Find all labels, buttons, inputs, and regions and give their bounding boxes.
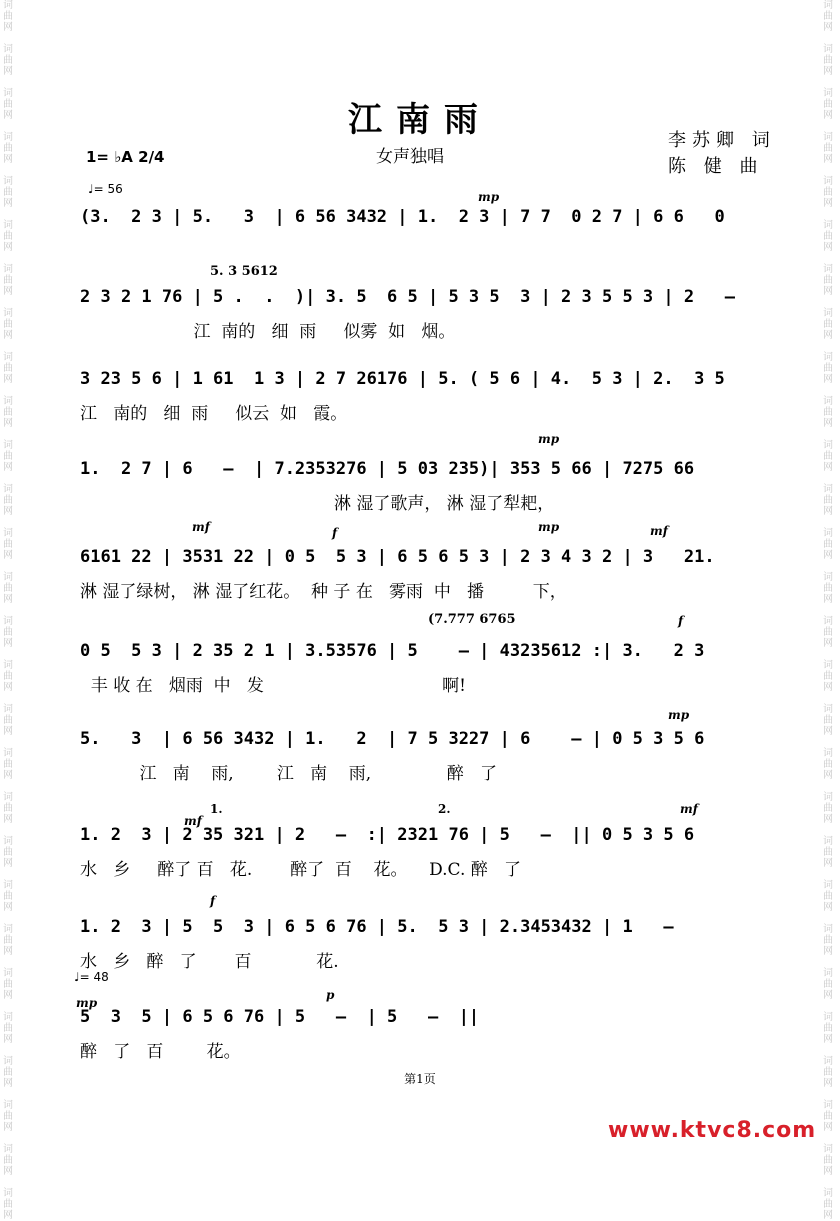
lyrics-line: 水 乡 醉了 百 花. 醉了 百 花。 D.C. 醉 了 xyxy=(80,860,521,880)
notes-line: 3 23 5 6 | 1 61 1 3 | 2 7 26176 | 5. ( 5 6 | 4. 5 3 | 2. 3 5 xyxy=(80,369,725,389)
score-system-9 xyxy=(80,894,780,976)
composer: 陈 健 曲 xyxy=(668,156,764,177)
notes-line: 5. 3 | 6 56 3432 | 1. 2 | 7 5 3227 | 6 – | 0 5 3 5 6 xyxy=(80,729,705,749)
dynamic-mf: mf xyxy=(680,802,698,816)
notes-line: 5 3 5 | 6 5 6 76 | 5 – | 5 – || xyxy=(80,1007,480,1027)
lyrics-line: 江 南 雨, 江 南 雨, 醉 了 xyxy=(80,764,497,784)
song-title: 江南雨 xyxy=(348,100,492,140)
lyricist: 李苏卿 词 xyxy=(668,130,776,151)
dynamic-mf: mf xyxy=(184,814,202,828)
dynamic-f: f xyxy=(332,526,338,540)
lyrics-line: 水 乡 醉 了 百 花. xyxy=(80,952,339,972)
watermark-right: 词 曲 网 词 曲 网 词 曲 网 词 曲 网 词 曲 网 词 曲 网 词 曲 网 词 曲 网 词 曲 网 词 曲 网 词 曲 网 词 曲 网 词 曲 网 词 曲 网 词 曲 网 词 曲 网 词 曲 网 词 曲 网 词 曲 网 词 曲 网 词 曲 网 词 曲 网 词 曲 网 词 曲 网 词 曲 网 词 曲 网 词 曲 网 词 曲 网 xyxy=(823,0,833,1221)
notes-line: 1. 2 3 | 5 5 3 | 6 5 6 76 | 5. 5 3 | 2.3453432 | 1 – xyxy=(80,917,674,937)
ossia-notes: (7.777 6765 xyxy=(428,612,516,627)
notes-line: (3. 2 3 | 5. 3 | 6 56 3432 | 1. 2 3 | 7 7 0 2 7 | 6 6 0 xyxy=(80,207,725,227)
score-system-5 xyxy=(80,520,780,606)
volta-2: 2. xyxy=(438,802,451,816)
score-system-2 xyxy=(80,264,780,346)
lyrics-line: 丰 收 在 烟雨 中 发 啊! xyxy=(80,676,467,696)
dynamic-mp: mp xyxy=(478,190,500,204)
dynamic-mf: mf xyxy=(650,524,668,538)
lyrics-line: 醉 了 百 花。 xyxy=(80,1042,241,1062)
notes-line: 2 3 2 1 76 | 5 . . )| 3. 5 6 5 | 5 3 5 3 | 2 3 5 5 3 | 2 – xyxy=(80,287,736,307)
page-number: 第1页 xyxy=(404,1072,436,1086)
lyrics-line: 江 南的 细 雨 似雾 如 烟。 xyxy=(80,322,456,342)
score-system-1 xyxy=(80,190,780,266)
score-system-10 xyxy=(76,988,780,1066)
notes-line: 0 5 5 3 | 2 35 2 1 | 3.53576 | 5 – | 43235612 :| 3. 2 3 xyxy=(80,641,705,661)
dynamic-mf: mf xyxy=(192,520,210,534)
lyrics-line: 淋 湿了绿树， 淋 湿了红花。 种 子 在 雾雨 中 播 下， xyxy=(80,582,567,602)
ossia-notes: 5. 3 5612 xyxy=(210,264,278,279)
lyrics-line xyxy=(80,240,780,264)
dynamic-p: p xyxy=(326,988,335,1002)
notes-line: 1. 2 3 | 2 35 321 | 2 – :| 2321 76 | 5 – || 0 5 3 5 6 xyxy=(80,825,695,845)
lyrics-line: 江 南的 细 雨 似云 如 霞。 xyxy=(80,404,348,424)
dynamic-mp: mp xyxy=(538,520,560,534)
song-subtitle: 女声独唱 xyxy=(376,147,444,167)
dynamic-mp: mp xyxy=(76,996,98,1010)
dynamic-mp: mp xyxy=(538,432,560,446)
tempo-marking: ♩= 56 xyxy=(88,182,123,196)
tempo-marking: ♩= 48 xyxy=(74,970,109,984)
key-signature: 1= ♭A 2/4 xyxy=(86,148,165,166)
score-system-8 xyxy=(80,802,780,884)
watermark-left: 词 曲 网 词 曲 网 词 曲 网 词 曲 网 词 曲 网 词 曲 网 词 曲 网 词 曲 网 词 曲 网 词 曲 网 词 曲 网 词 曲 网 词 曲 网 词 曲 网 词 曲 网 词 曲 网 词 曲 网 词 曲 网 词 曲 网 词 曲 网 词 曲 网 词 曲 网 词 曲 网 词 曲 网 词 曲 网 词 曲 网 词 曲 网 词 曲 网 xyxy=(3,0,13,1221)
dynamic-mp: mp xyxy=(668,708,690,722)
score-system-3 xyxy=(80,364,780,428)
website-logo xyxy=(608,1118,816,1143)
notes-line: 6161 22 | 3531 22 | 0 5 5 3 | 6 5 6 5 3 | 2 3 4 3 2 | 3 21. xyxy=(80,547,715,567)
credits xyxy=(668,128,776,180)
dynamic-f: f xyxy=(678,614,684,628)
score-system-4 xyxy=(80,432,780,518)
score-system-6 xyxy=(80,612,780,700)
score-system-7 xyxy=(80,708,780,788)
lyrics-line: 淋 湿了歌声， 淋 湿了犁耙， xyxy=(80,494,555,514)
dynamic-f: f xyxy=(210,894,216,908)
volta-1: 1. xyxy=(210,802,223,816)
notes-line: 1. 2 7 | 6 – | 7.2353276 | 5 03 235)| 353 5 66 | 7275 66 xyxy=(80,459,695,479)
website-text: www.ktvc8.com xyxy=(608,1118,817,1143)
